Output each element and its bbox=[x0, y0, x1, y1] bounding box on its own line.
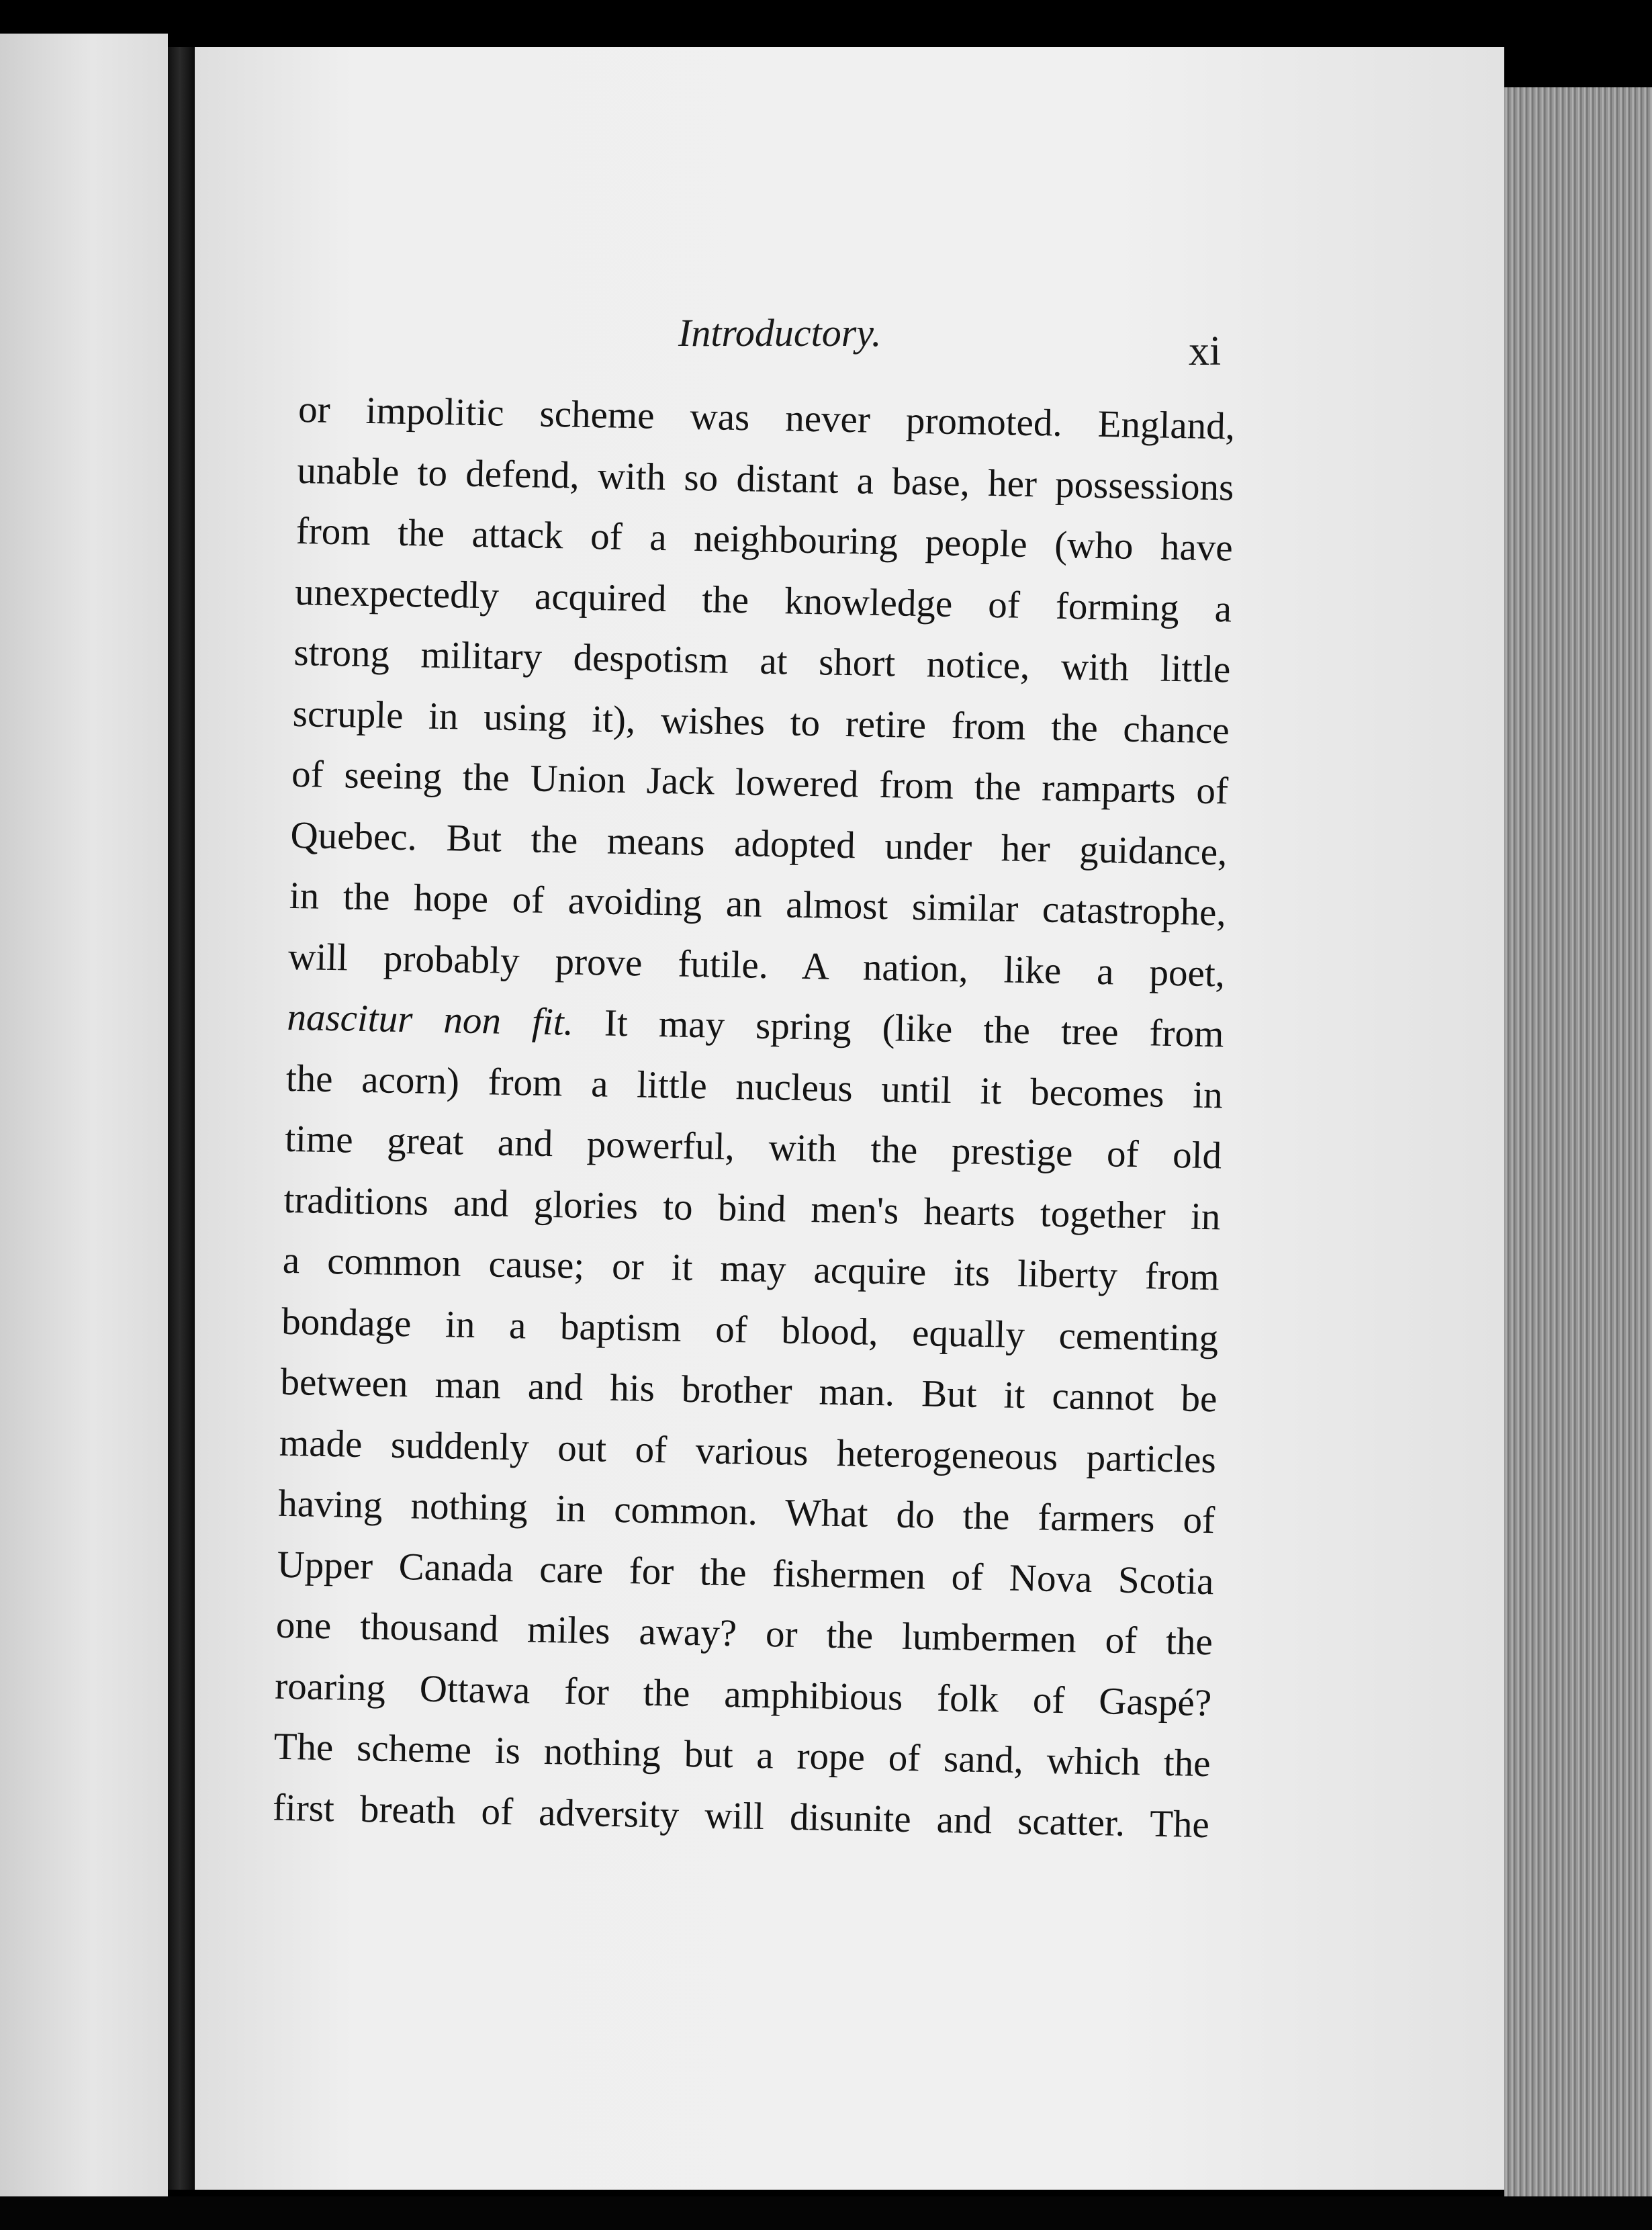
body-text bbox=[272, 380, 1236, 1855]
scan-top-border bbox=[0, 0, 1652, 48]
text-line: from the attack of a neighbouring people (who have bbox=[295, 509, 1234, 570]
text-line: The scheme is nothing but a rope of sand, which the bbox=[273, 1725, 1211, 1785]
text-line: unable to defend, with so distant a base, her possessions bbox=[296, 449, 1234, 509]
text-line: of seeing the Union Jack lowered from the ramparts of bbox=[291, 752, 1229, 813]
text-line: traditions and glories to bind men's hearts together in bbox=[283, 1178, 1221, 1238]
text-line: time great and powerful, with the prestige of old bbox=[284, 1117, 1222, 1177]
text-line: Upper Canada care for the fishermen of Nova Scotia bbox=[277, 1543, 1215, 1603]
latin-phrase: nascitur non fit. bbox=[287, 995, 574, 1044]
text-line: made suddenly out of various heterogeneous particles bbox=[279, 1421, 1217, 1481]
text-line: between man and his brother man. But it cannot be bbox=[280, 1360, 1218, 1421]
text-line: in the hope of avoiding an almost similar catastrophe, bbox=[289, 874, 1227, 934]
running-head: Introductory. bbox=[678, 311, 882, 355]
facing-page bbox=[0, 34, 168, 2200]
text-line: scruple in using it), wishes to retire from the chance bbox=[292, 692, 1230, 752]
text-line: a common cause; or it may acquire its liberty from bbox=[282, 1239, 1220, 1299]
text-line: will probably prove futile. A nation, like a poet, bbox=[287, 935, 1226, 995]
text-line: the acorn) from a little nucleus until it becomes in bbox=[285, 1057, 1224, 1116]
text-line: Quebec. But the means adopted under her guidance, bbox=[289, 813, 1228, 873]
text-line: having nothing in common. What do the farmers of bbox=[277, 1482, 1215, 1542]
text-line: bondage in a baptism of blood, equally cementing bbox=[281, 1300, 1219, 1359]
text-line: one thousand miles away? or the lumbermen of the bbox=[275, 1603, 1213, 1664]
page-number: xi bbox=[1189, 328, 1222, 374]
book-gutter bbox=[168, 47, 195, 2190]
text-line-rest: It may spring (like the tree from bbox=[573, 1001, 1224, 1056]
scan-bottom-border bbox=[0, 2196, 1652, 2230]
text-line: unexpectedly acquired the knowledge of forming a bbox=[294, 570, 1232, 631]
text-line: or impolitic scheme was never promoted. England, bbox=[297, 388, 1236, 448]
text-line: roaring Ottawa for the amphibious folk of Gaspé? bbox=[274, 1664, 1212, 1724]
page-edges bbox=[1504, 87, 1652, 2210]
text-line: strong military despotism at short notice, with little bbox=[293, 631, 1231, 691]
text-line: first breath of adversity will disunite and scatter. The bbox=[272, 1786, 1210, 1846]
